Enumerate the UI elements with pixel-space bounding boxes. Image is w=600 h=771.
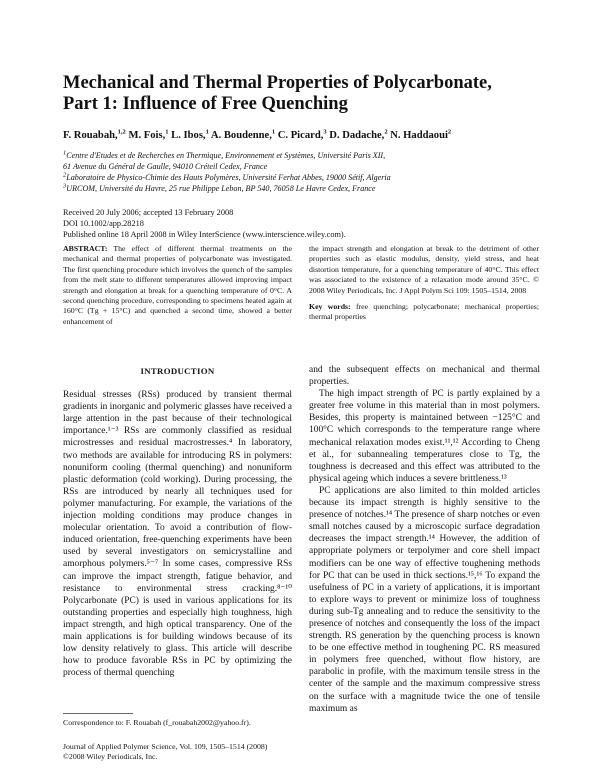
journal-info [63,742,303,762]
published-date: Published online 18 April 2008 in Wiley InterScience (www.interscience.wiley.com). [63,230,346,239]
author-list [63,129,563,143]
keywords [309,302,539,323]
affiliation-3: $^3$URCOM, Université du Havre, 25 rue Philippe Lebon, BP 540, 76058 Le Havre Cedex, France [63,182,376,193]
copyright: ©2008 Wiley Periodicals, Inc. [63,752,158,761]
author: D. Dadache,$^2$ [329,128,388,141]
paragraph: The high impact strength of PC is partly explained by a greater free volume in this material than in most polymers. Besides, this property is maintained between −125°C and 100°C which corresponds to the temperature range where mechanical relaxation modes exist.¹¹,¹² According to Cheng et al., for subannealing temperatures close to Tg, the toughness is decreased and this effect was attributed to the physical ageing which induces a severe brittleness.¹³ [309,389,540,484]
title-line-2: Part 1: Influence of Free Quenching [63,94,348,114]
abstract-left [63,244,292,327]
body-column-left [63,362,292,679]
abstract-label: ABSTRACT: [63,244,108,253]
paragraph: Residual stresses (RSs) produced by transient thermal gradients in inorganic and polymeric glasses have received a large attention in the past because of their technological importance.¹⁻³ RSs are commonly classified as residual microstresses and residual macrostresses.⁴ In laboratory, two methods are available for introducing RS in polymers: nonuniform cooling (thermal quenching) and nonuniform plastic deformation (cold working). During processing, the RSs are introduced by nearly all techniques used for polymer manufacturing. For example, the variations of the injection molding conditions may produce changes in molecular orientation. To avoid a contribution of flow-induced orientation, free-quenching experiments have been used by several investigators on semicrystalline and amorphous polymers.⁵⁻⁷ In some cases, compressive RSs can improve the impact strength, fatigue behavior, and resistance to environmental stress cracking.⁸⁻¹⁰ Polycarbonate (PC) is used in various applications for its outstanding properties and especially high toughness, high impact strength, and high optical transparency. One of the main applications is for building windows because of its low density relatively to glass. This article will describe how to produce favorable RSs in PC by optimizing the process of thermal quenching [63,390,292,679]
keywords-text: free quenching; polycarbonate; mechanical properties; thermal properties [309,302,539,322]
author: C. Picard,$^3$ [277,128,327,141]
paragraph: PC applications are also limited to thin molded articles because its impact strength is highly sensitive to the presence of notches.¹⁴ The presence of sharp notches or even small notches caused by a microscopic surface degradation decreases the impact strength.¹⁴ However, the addition of appropriate polymers or terpolymer and core shell impact modifiers can be one way of effective toughening methods for PC that can be used in thick sections.¹⁵,¹⁶ To expand the usefulness of PC in a variety of applications, it is important to explore ways to prevent or minimize loss of toughness during sub-Tg annealing and to reduce the sensitivity to the presence of notches and consequently the loss of the impact strength. RS generation by the quenching process is known to be one effective method in toughening PC. RS measured in polymers free quenched, without flow history, are parabolic in profile, with the maximum tensile stress in the center of the sample and the maximum compressive stress on the surface with a magnitude twice the one of tensile maximum as [309,485,540,714]
author: N. Haddaoui$^2$ [390,128,452,141]
affiliation-2: $^2$Laboratoire de Physico-Chimie des Hauts Polymères, Université Ferhat Abbes, 19000 Sétif, Algeria [63,171,391,182]
author: F. Rouabah,$^{1,2}$ [63,128,126,141]
footnote-divider [63,713,133,714]
abstract-right [309,244,539,323]
affiliation-1: $^1$Centre d'Etudes et de Recherches en Thermique, Environnement et Systèmes, Université Paris XII, [63,149,386,160]
affiliation-1-cont: 61 Avenue du Général de Gaulle, 94010 Créteil Cedex, France [63,162,268,171]
correspondence-note: Correspondence to: F. Rouabah (f_rouabah2002@yahoo.fr). [63,718,251,727]
abstract-text-right: the impact strength and elongation at break to the detriment of other properties such as elastic modulus, density, yield stress, and heat distortion temperature, for a quenching temperature of 40°C. This effect was associated to the existence of a relaxation mode around 35°C. © 2008 Wiley Periodicals, Inc. J Appl Polym Sci 109: 1505–1514, 2008 [309,244,539,295]
article-title [63,73,553,115]
received-date: Received 20 July 2006; accepted 13 February 2008 [63,208,234,217]
affiliations [63,150,563,194]
publication-dates [63,207,563,240]
journal-citation: Journal of Applied Polymer Science, Vol. 109, 1505–1514 (2008) [63,742,268,751]
author: M. Fois,$^1$ [128,128,169,141]
abstract-text-left: The effect of different thermal treatments on the mechanical and thermal properties of polycarbonate was investigated. The first quenching procedure which involves the quench of the samples from the melt state to different temperatures allowed improving impact strength and elongation at break for a quenching temperature of 0°C. A second quenching procedure, corresponding to specimens heated again at 160°C (Tg + 15°C) and quenched a second time, showed a better enhancement of [63,244,292,326]
author: L. Ibos,$^1$ [171,128,209,141]
section-heading: INTRODUCTION [140,366,215,376]
author: A. Boudenne,$^1$ [210,128,276,141]
body-column-right [309,364,540,715]
keywords-label: Key words: [309,302,351,312]
title-line-1: Mechanical and Thermal Properties of Polycarbonate, [63,73,492,93]
doi: DOI 10.1002/app.28218 [63,219,144,228]
paragraph: and the subsequent effects on mechanical and thermal properties. [309,365,540,388]
